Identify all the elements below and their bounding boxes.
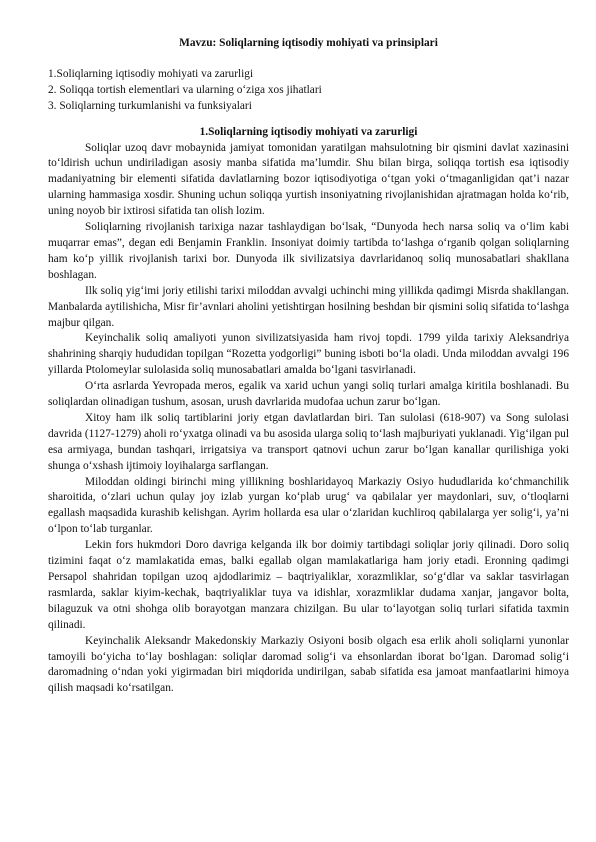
toc-item: 2. Soliqqa tortish elementlari va ularning o‘ziga xos jihatlari xyxy=(48,83,322,96)
body-paragraph: Lekin fors hukmdori Doro davriga kelganda ilk bor doimiy tartibdagi soliqlar joriy qilinadi. Doro soliq tizimini faqat o‘z mamlakatida emas, balki egallab olgan mamlakatlariga ham joriy etadi. Eronning qadimgi Persapol shahridan topilgan uzoq ajdodlarimiz – baqtriyaliklar, xorazmliklar, so‘g‘dlar va saklar tasvirlagan rasmlarda, saklar kiyim-kechak, baqtriyaliklar tuya va idishlar, xorazmliklar dudama xanjar, jangavor bolta, bilaguzuk va otni shohga olib borayotgan manzara chizilgan. Bu ular to‘layotgan soliq turlari sifatida taxmin qilinadi. xyxy=(48,539,569,631)
table-of-contents xyxy=(48,67,569,115)
body-paragraph: Keyinchalik soliq amaliyoti yunon sivilizatsiyasida ham rivoj topdi. 1799 yilda tarixiy Aleksandriya shahrining sharqiy hududidan topilgan “Rozetta yodgorligi” buning isboti bo‘la oladi. Unda miloddan avvalgi 196 yillarda Ptolomeylar sulolasida soliq munosabatlari amalda bo‘lgani tasvirlanadi. xyxy=(48,332,569,377)
document-page xyxy=(48,36,569,697)
body-paragraph: Miloddan oldingi birinchi ming yillikning boshlaridayoq Markaziy Osiyo hududlarida ko‘chmanchilik sharoitida, o‘zlari uchun qulay joy izlab yurgan ko‘plab urug‘ va qabilalar yer maydonlari, suv, o‘tloqlarni egallash maqsadida kurashib kelishgan. Ayrim hollarda esa ular o‘zlaridan kuchliroq qabilalarga yer solig‘i, ya’ni o‘lpon to‘lab turganlar. xyxy=(48,475,569,536)
body-paragraph: Xitoy ham ilk soliq tartiblarini joriy etgan davlatlardan biri. Tan sulolasi (618-907) va Song sulolasi davrida (1127-1279) aholi ro‘yxatga olinadi va bu asosida ularga soliq to‘lash majburiyati yuklanadi. Yig‘ilgan pul esa armiyaga, bundan tashqari, irrigatsiya va transport qatnovi uchun zarur bo‘lgan kanallar qurilishiga yoki shunga o‘xshash ijtimoiy loyihalarga sarflangan. xyxy=(48,411,569,472)
body-paragraph: Soliqlarning rivojlanish tarixiga nazar tashlaydigan bo‘lsak, “Dunyoda hech narsa soliq va o‘lim kabi muqarrar emas”, degan edi Benjamin Franklin. Insoniyat doimiy tartibda to‘lashga o‘rganib qolgan soliqlarning ham ko‘p yillik rivojlanish tarixi bor. Dunyoda ilk sivilizatsiya davrlaridanoq soliq munosabatlari shakllana boshlagan. xyxy=(48,221,569,281)
body-paragraph: O‘rta asrlarda Yevropada meros, egalik va xarid uchun yangi soliq turlari amalga kiritila boshlanadi. Bu soliqlardan olinadigan tushum, asosan, urush davrlarida mudofaa uchun zarur bo‘lgan. xyxy=(48,380,569,409)
body-paragraph: Keyinchalik Aleksandr Makedonskiy Markaziy Osiyoni bosib olgach esa erlik aholi soliqlarni yunonlar tamoyili bo‘yicha to‘lay boshlagan: soliqlar daromad solig‘i va ehsonlardan iborat bo‘lgan. Daromad solig‘i daromadning o‘ndan yoki yigirmadan biri miqdorida undirilgan, sabab sifatida esa jamoat manfaatlarini himoya qilish maqsadi ko‘rsatilgan. xyxy=(48,634,569,695)
body-paragraph: Soliqlar uzoq davr mobaynida jamiyat tomonidan yaratilgan mahsulotning bir qismini davlat xazinasini to‘ldirish uchun undiriladigan asosiy manba sifatida ma’lumdir. Shu bilan birga, soliqqa tortish esa iqtisodiy madaniyatning bir elementi sifatida davlatlarning bozor iqtisodiyotiga o‘tgan yoki o‘tmaganligidan qat’i nazar ularning hammasiga xosdir. Shuning uchun soliqqa yurtish insoniyatning rivojlanishidan ajratmagan holda ko‘rib, uning noyob bir ixtirosi sifatida tan olish lozim. xyxy=(48,141,569,218)
toc-item: 3. Soliqlarning turkumlanishi va funksiyalari xyxy=(48,99,252,112)
body-paragraph: Ilk soliq yig‘imi joriy etilishi tarixi miloddan avvalgi uchinchi ming yillikda qadimgi Misrda shakllangan. Manbalarda aytilishicha, Misr fir’avnlari aholini yetishtirgan hosilning beshdan bir qismini soliq sifatida to‘lashga majbur qilgan. xyxy=(48,284,569,329)
section-heading: 1.Soliqlarning iqtisodiy mohiyati va zarurligi xyxy=(199,125,418,138)
document-title: Mavzu: Soliqlarning iqtisodiy mohiyati va prinsiplari xyxy=(179,37,438,49)
toc-item: 1.Soliqlarning iqtisodiy mohiyati va zarurligi xyxy=(48,67,254,80)
